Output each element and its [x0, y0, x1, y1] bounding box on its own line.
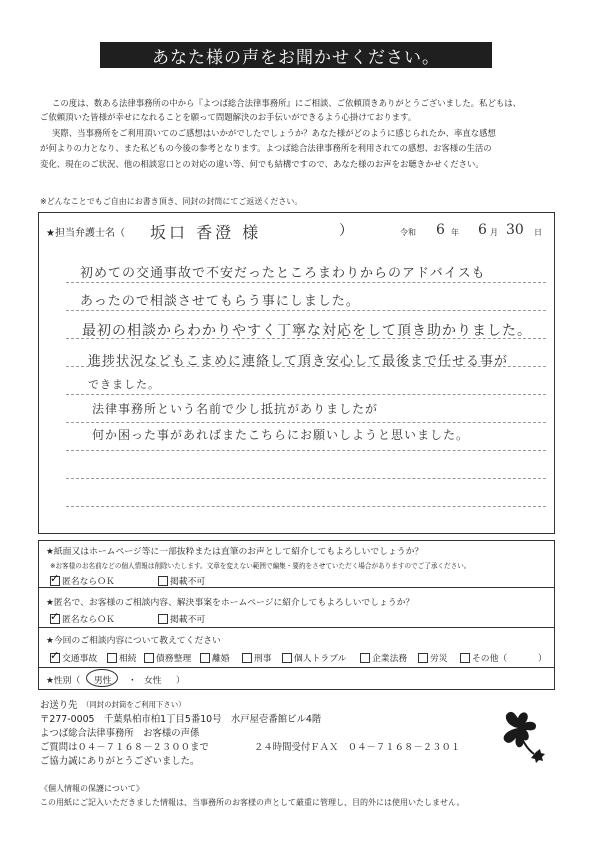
category-label: 離婚: [212, 654, 230, 664]
category-label: 企業法務: [372, 654, 408, 664]
comment-box: [38, 212, 555, 534]
category-divorce[interactable]: [200, 651, 230, 664]
q2-option-decline-label: 掲載不可: [170, 615, 206, 625]
comment-line-7[interactable]: 何か困った事があればまたこちらにお願いしようと思いました。: [92, 428, 470, 442]
ruled-line: [66, 478, 546, 479]
ruled-line: [66, 282, 546, 283]
contact-thanks: ご協力誠にありがとうございました。: [40, 756, 200, 767]
checkbox-icon[interactable]: [50, 614, 60, 624]
category-label: 個人トラブル: [294, 654, 347, 664]
category-inheritance[interactable]: [107, 651, 137, 664]
instruction-note: ※どんなことでもご自由にお書き頂き、同封の封筒にてご返送ください。: [40, 197, 303, 206]
gender-female[interactable]: 女性: [144, 676, 162, 686]
contact-fax: ２４時間受付ＦＡＸ ０４－７１６８－２３０１: [254, 742, 461, 753]
intro-line-3: 実際、当事務所をご利用頂いてのご感想はいかがでしたでしょうか？あなた様がどのように感じられたか、率直な感想: [52, 128, 496, 138]
lawyer-label: ★担当弁護士名（: [46, 228, 125, 239]
contact-heading: お送り先: [40, 700, 78, 711]
q1-option-anonymous-label: 匿名ならＯＫ: [62, 577, 115, 587]
gender-male[interactable]: 男性: [94, 676, 112, 686]
q3-text: ★今回のご相談内容について教えてください: [46, 636, 221, 646]
checkbox-icon[interactable]: [360, 653, 370, 663]
contact-address: 〒277-0005 千葉県柏市柏1丁目5番10号 水戸屋壱番館ビル4階: [40, 714, 322, 725]
category-label: 債務整理: [156, 654, 192, 664]
gender-selection-circle: [86, 669, 118, 687]
contact-office: よつば総合法律事務所 お客様の声係: [40, 728, 200, 739]
checkbox-icon[interactable]: [282, 653, 292, 663]
intro-line-2: ご依頼頂いた皆様が幸せになれることを願って問題解決のお手伝いができるよう心掛けております。: [40, 112, 417, 122]
category-label: 相続: [119, 654, 137, 664]
date-year[interactable]: 6: [436, 222, 445, 238]
category-other[interactable]: [460, 651, 507, 664]
checkbox-icon[interactable]: [200, 653, 210, 663]
checkbox-icon[interactable]: [242, 653, 252, 663]
q2-text: ★匿名で、お客様のご相談内容、解決事案をホームページに紹介してもよろしいでしょうか？: [46, 598, 415, 608]
lawyer-name[interactable]: 坂口 香澄 様: [150, 223, 262, 242]
checkbox-icon[interactable]: [158, 576, 168, 586]
category-label: 労災: [430, 654, 448, 664]
category-label: 交通事故: [62, 654, 98, 664]
four-leaf-clover-icon: [496, 706, 546, 764]
question-box-case: [38, 588, 555, 628]
category-other-close: ）: [538, 654, 547, 664]
privacy-heading: 《個人情報の保護について》: [40, 784, 144, 793]
q2-option-decline[interactable]: [158, 612, 205, 625]
page-title: あなた様の声をお聞かせください。: [100, 42, 492, 68]
q1-text: ★紙面又はホームページ等に一部抜粋または直筆のお声として紹介してもよろしいでしょうか？: [46, 547, 424, 557]
comment-line-5[interactable]: できました。: [88, 378, 160, 391]
lawyer-paren-close: ）: [339, 223, 353, 239]
checkbox-icon[interactable]: [50, 576, 60, 586]
checkbox-icon[interactable]: [50, 653, 60, 663]
comment-line-3[interactable]: 最初の相談からわかりやすく丁寧な対応をして頂き助かりました。: [82, 323, 532, 339]
privacy-text: この用紙にご記入いただきました情報は、当事務所のお客様の声として厳重に管理し、目的外には使用いたしません。: [40, 798, 465, 807]
date-year-label: 年: [451, 228, 459, 237]
ruled-line: [66, 394, 546, 395]
q2-option-anonymous-label: 匿名ならＯＫ: [62, 615, 115, 625]
q1-option-anonymous[interactable]: [50, 574, 115, 587]
date-day-label: 日: [534, 228, 542, 237]
ruled-line: [66, 310, 546, 311]
contact-heading-note: （同封の封筒をご利用下さい）: [82, 700, 186, 709]
category-traffic-accident[interactable]: [50, 651, 97, 664]
category-label: 刑事: [254, 654, 272, 664]
intro-line-5: 変化、現在のご状況、他の相談窓口との対応の違い等、何でも結構ですので、あなた様のお声をお聴きかせください。: [40, 159, 484, 169]
category-criminal[interactable]: [242, 651, 272, 664]
checkbox-icon[interactable]: [158, 614, 168, 624]
category-corporate[interactable]: [360, 651, 407, 664]
q1-subnote: ※お客様のお名前などの個人情報は削除いたします。文章を変えない範囲で編集・要約をさせていただく場合がありますのでご了承ください。: [50, 562, 471, 570]
gender-label: ★性別（: [46, 676, 81, 686]
date-month-label: 月: [490, 228, 498, 237]
ruled-line: [66, 450, 546, 451]
ruled-line: [66, 506, 546, 507]
checkbox-icon[interactable]: [107, 653, 117, 663]
contact-phone: ご質問は０４－７１６８－２３００まで: [40, 742, 209, 753]
intro-line-4: が何よりの力となり、また私どもの今後の参考となります。よつば総合法律事務所を利用されての感想、お客様の生活の: [40, 143, 492, 153]
checkbox-icon[interactable]: [144, 653, 154, 663]
ruled-line: [66, 422, 546, 423]
category-workers-comp[interactable]: [418, 651, 448, 664]
category-personal-trouble[interactable]: [282, 651, 346, 664]
q2-option-anonymous[interactable]: [50, 612, 115, 625]
comment-line-6[interactable]: 法律事務所という名前で少し抵抗がありましたが: [92, 402, 379, 416]
comment-line-2[interactable]: あったので相談させてもらう事にしました。: [80, 294, 360, 309]
gender-close: ）: [176, 676, 185, 686]
q1-option-decline[interactable]: [158, 574, 205, 587]
date-month[interactable]: 6: [478, 222, 487, 238]
comment-line-1[interactable]: 初めての交通事故で不安だったところまわりからのアドバイスも: [80, 266, 486, 281]
category-debt[interactable]: [144, 651, 191, 664]
category-label: その他（: [472, 654, 508, 664]
date-era: 令和: [400, 228, 416, 237]
gender-dot: ・: [128, 676, 137, 686]
intro-line-1: この度は、数ある法律事務所の中から『よつば総合法律事務所』にご相談、ご依頼頂きありがとうございました。私どもは、: [52, 98, 521, 108]
date-day[interactable]: 30: [506, 222, 524, 238]
checkbox-icon[interactable]: [460, 653, 470, 663]
q1-option-decline-label: 掲載不可: [170, 577, 206, 587]
checkbox-icon[interactable]: [418, 653, 428, 663]
comment-line-4[interactable]: 進捗状況などもこまめに連絡して頂き安心して最後まで任せる事が: [88, 354, 509, 369]
